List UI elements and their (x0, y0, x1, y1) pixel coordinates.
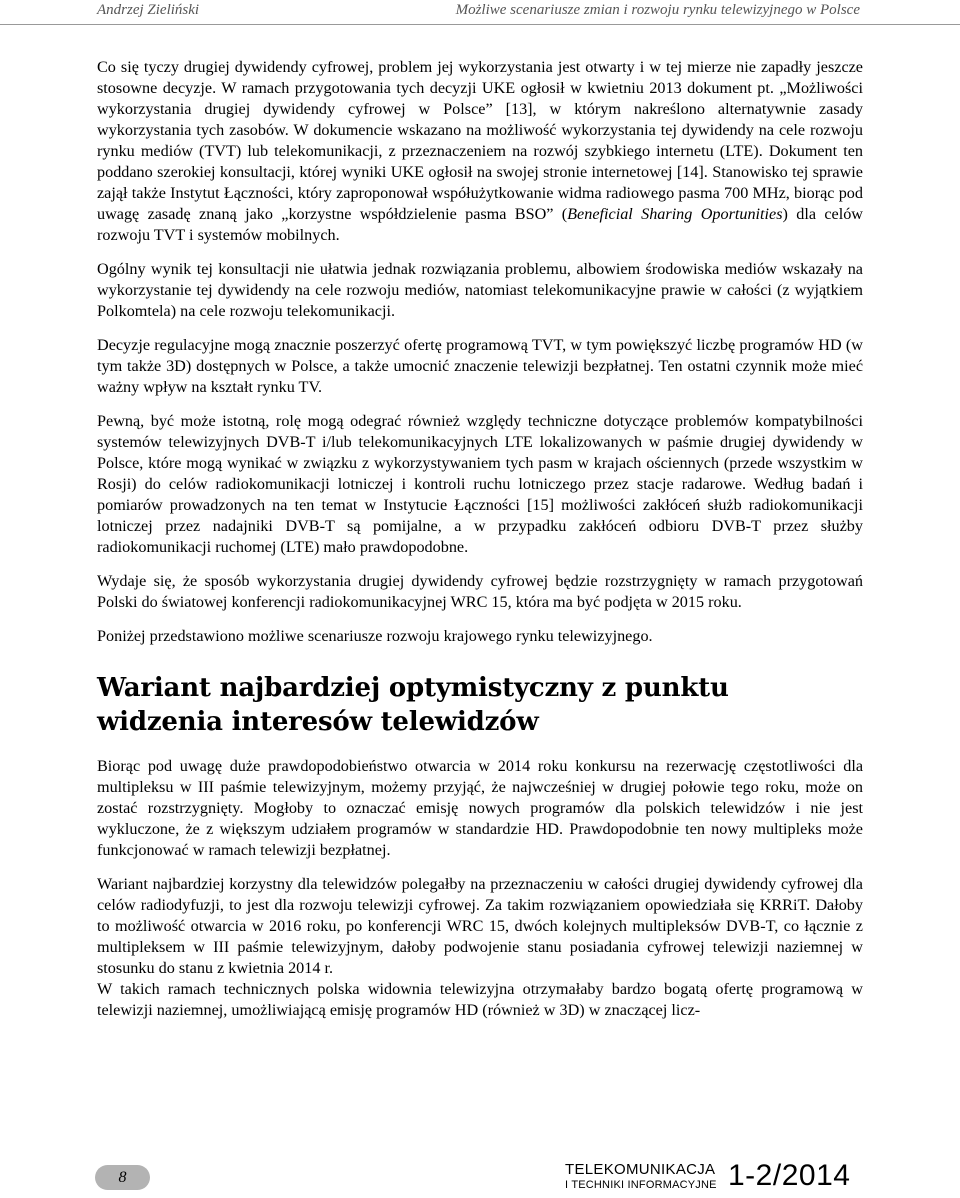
paragraph-technical-framework: W takich ramach technicznych polska widownia telewizyjna otrzymałaby bardzo bogatą ofertę programową w telewizji naziemnej, umożliwiającą emisję programów HD (również w 3D) w znaczącej licz- (97, 980, 863, 1019)
header-author: Andrzej Zieliński (97, 2, 200, 18)
paragraph-dividend-decisions (97, 57, 863, 246)
paragraph-text: Co się tyczy drugiej dywidendy cyfrowej, problem jej wykorzystania jest otwarty i w tej mierze nie zapadły jeszcze stosowne decyzje. W ramach przygotowania tych decyzji UKE ogłosił w kwietniu 2013 dokument pt. „Możliwości wykorzystania drugiej dywidendy cyfrowej w Polsce” [13], w którym nakreślono alternatywnie zasady wykorzystania tych zasobów. W dokumencie wskazano na możliwość wykorzystania tej dywidendy na cele rozwoju rynku mediów (TVT) lub telekomunikacji, z przeznaczeniem na rozwój szybkiego internetu (LTE). Dokument ten poddano szerokiej konsultacji, której wyniki UKE ogłosił na swojej stronie internetowej [14]. Stanowisko tej sprawie zajął także Instytut Łączności, który zaproponował współużytkowanie widma radiowego pasma 700 MHz, biorąc pod uwagę zasadę znaną jako „korzystne współdzielenie pasma BSO” ( (97, 58, 863, 223)
paragraph-technical-compatibility: Pewną, być może istotną, rolę mogą odegrać również względy techniczne dotyczące problemów kompatybilności systemów telewizyjnych DVB-T i/lub telekomunikacyjnych LTE lokalizowanych w paśmie drugiej dywidendy w Polsce, które mogą wynikać w związku z wykorzystywaniem tych pasm w krajach ościennych (przede wszystkim w Rosji) do celów radiokomunikacji lotniczej i kontroli ruchu lotniczego przez stacje radarowe. Według badań i pomiarów prowadzonych na ten temat w Instytucie Łączności [15] możliwości zakłóceń służb radiokomunikacji lotniczej przez nadajniki DVB-T są pomijalne, a w przypadku zakłóceń odbioru DVB-T przez służby radiokomunikacji ruchomej (LTE) mało prawdopodobne. (97, 412, 863, 556)
paragraph-consultation-result: Ogólny wynik tej konsultacji nie ułatwia jednak rozwiązania problemu, albowiem środowiska mediów wskazały na wykorzystanie tej dywidendy na cele rozwoju mediów, natomiast telekomunikacyjne prawie w całości (z wyjątkiem Polkomtela) na cele rozwoju telekomunikacji. (97, 260, 863, 320)
journal-name (565, 1162, 725, 1192)
paragraph-regulatory-decisions: Decyzje regulacyjne mogą znacznie poszerzyć ofertę programową TVT, w tym powiększyć liczbę programów HD (w tym także 3D) dostępnych w Polsce, a także umocnić znaczenie telewizji bezpłatnej. Ten ostatni czynnik może mieć ważny wpływ na kształt rynku TV. (97, 336, 863, 396)
paragraph-scenarios-intro: Poniżej przedstawiono możliwe scenariusze rozwoju krajowego rynku telewizyjnego. (97, 627, 653, 645)
issue-number: 1-2/2014 (728, 1159, 851, 1192)
paragraph-best-variant: Wariant najbardziej korzystny dla telewidzów polegałby na przeznaczeniu w całości drugiej dywidendy cyfrowej dla celów radiodyfuzji, to jest dla rozwoju telewizji cyfrowej. Za takim rozwiązaniem opowiedziała się KRRiT. Dałoby to możliwość otwarcia w 2016 roku, po konferencji WRC 15, dwóch kolejnych multipleksów DVB-T, co łącznie z multipleksem w III paśmie telewizyjnym, dałoby podwojenie stanu posiadania cyfrowej telewizji naziemnej w stosunku do stanu z kwietnia 2014 r. (97, 875, 863, 977)
running-header (0, 0, 960, 24)
paragraph-wrc15: Wydaje się, że sposób wykorzystania drugiej dywidendy cyfrowej będzie rozstrzygnięty w ramach przygotowań Polski do światowej konferencji radiokomunikacyjnej WRC 15, która ma być podjęta w 2015 roku. (97, 572, 863, 611)
journal-name-line1: TELEKOMUNIKACJA (565, 1161, 716, 1178)
journal-name-line2: I TECHNIKI INFORMACYJNE (565, 1179, 717, 1191)
page-footer (0, 1155, 960, 1198)
italic-term: Beneficial Sharing Oportunities (567, 205, 783, 223)
paragraph-text: ) dla celów rozwoju TVT i systemów mobilnych. (97, 205, 863, 244)
article-body (97, 57, 863, 1034)
header-rule (0, 24, 960, 25)
section-heading: Wariant najbardziej optymistyczny z punktu widzenia interesów telewidzów (97, 673, 729, 737)
page-number: 8 (95, 1165, 150, 1190)
header-article-title: Możliwe scenariusze zmian i rozwoju rynku telewizyjnego w Polsce (455, 2, 860, 18)
paragraph-multiplex-contest: Biorąc pod uwagę duże prawdopodobieństwo otwarcia w 2014 roku konkursu na rezerwację częstotliwości dla multipleksu w III paśmie telewizyjnym, możemy przyjąć, że najwcześniej w drugiej połowie tego roku, może on zostać rozstrzygnięty. Mogłoby to oznaczać emisję nowych programów dla polskich telewidzów i nie jest wykluczone, że z większym udziałem programów w standardzie HD. Prawdopodobnie ten nowy multipleks może funkcjonować w ramach telewizji bezpłatnej. (97, 757, 863, 859)
